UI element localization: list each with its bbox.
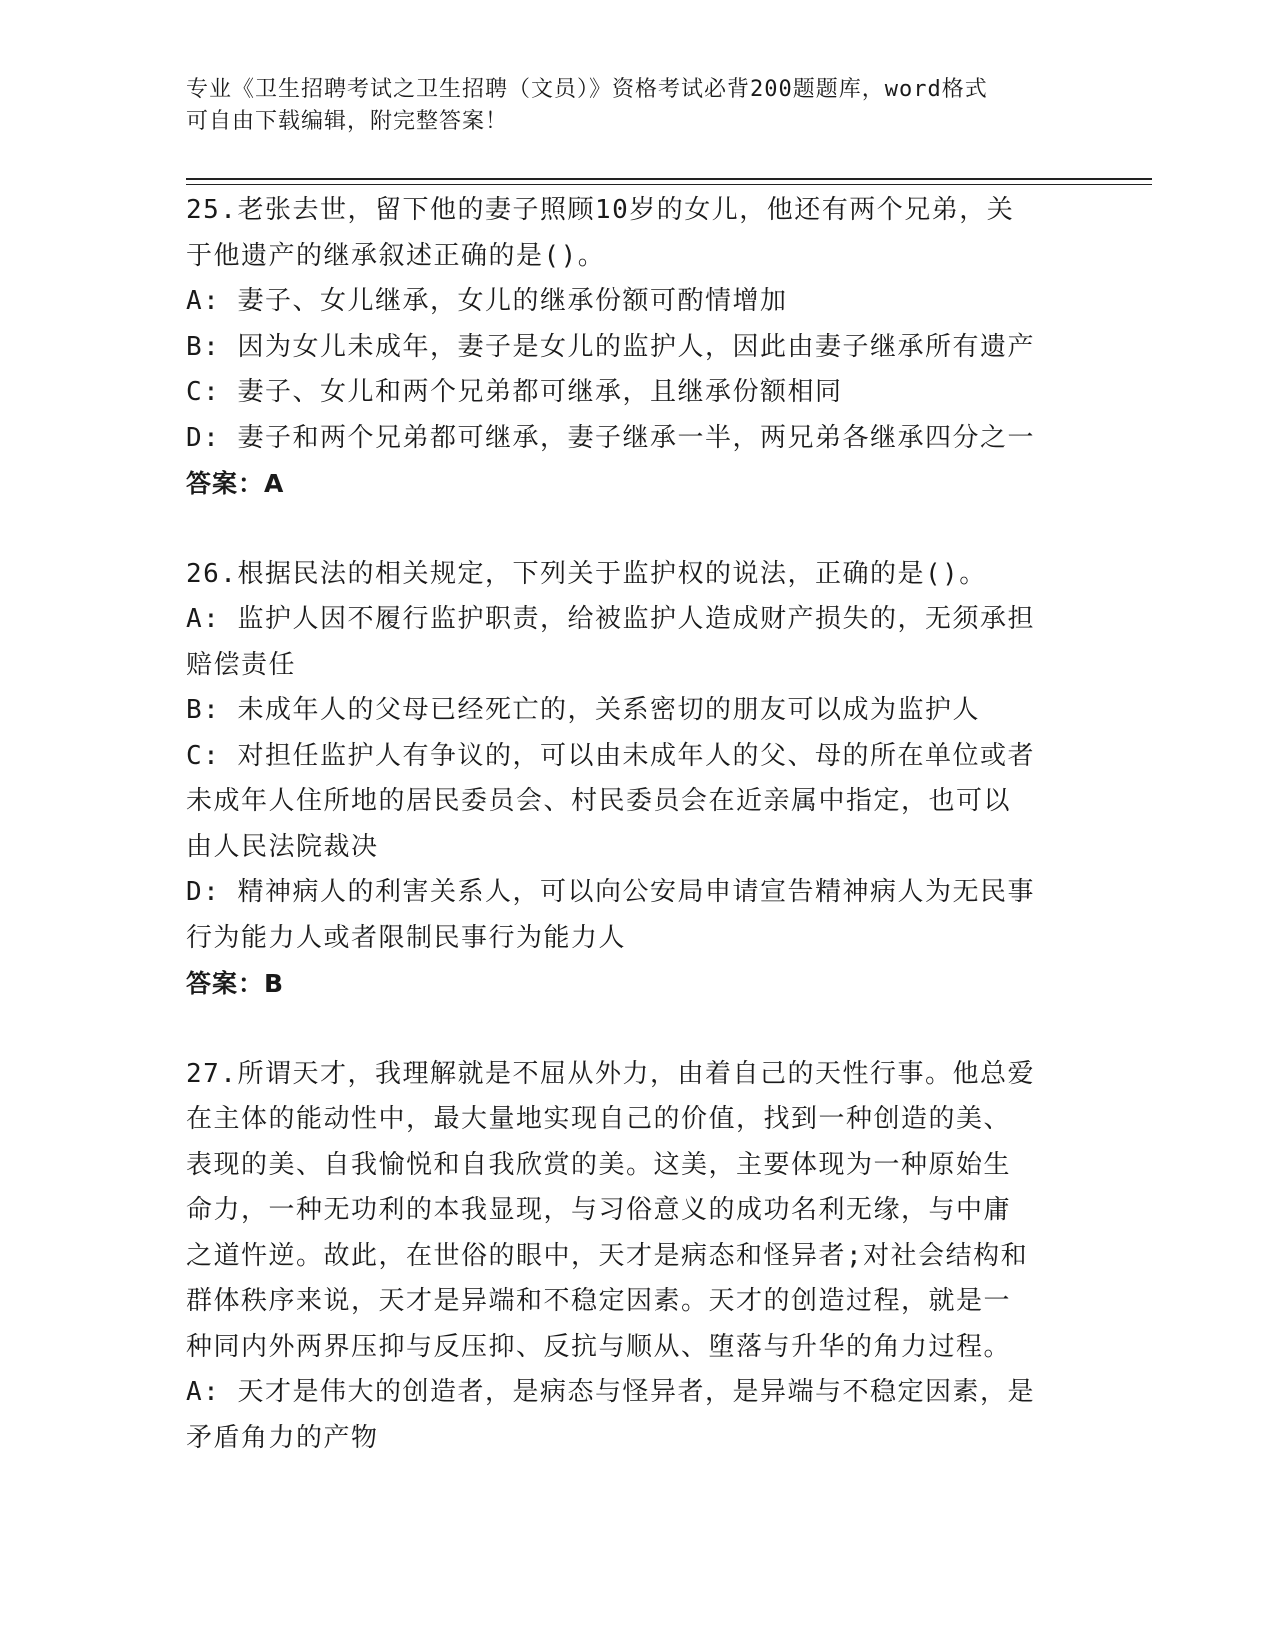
option-a [186, 597, 1066, 688]
option-line: C: 对担任监护人有争议的，可以由未成年人的父、母的所在单位或者 [186, 740, 1035, 771]
option-d [186, 870, 1066, 961]
question-25 [186, 188, 1066, 507]
option-c [186, 370, 1066, 416]
answer-label: 答案：B [186, 969, 285, 998]
option-line: 未成年人住所地的居民委员会、村民委员会在近亲属中指定，也可以 [186, 786, 1012, 816]
option-line: A: 监护人因不履行监护职责，给被监护人造成财产损失的，无须承担 [186, 604, 1035, 634]
option-line: B: 未成年人的父母已经死亡的，关系密切的朋友可以成为监护人 [186, 695, 980, 725]
option-c [186, 734, 1066, 871]
option-line: A: 天才是伟大的创造者，是病态与怪异者，是异端与不稳定因素，是 [186, 1377, 1035, 1407]
stem-line: 在主体的能动性中，最大量地实现自己的价值，找到一种创造的美、 [186, 1104, 1012, 1134]
question-27 [186, 1052, 1066, 1462]
option-a [186, 1370, 1066, 1461]
question-stem [186, 1052, 1066, 1371]
stem-line: 25.老张去世，留下他的妻子照顾10岁的女儿，他还有两个兄弟，关 [186, 195, 1015, 225]
stem-line: 于他遗产的继承叙述正确的是()。 [186, 240, 606, 271]
question-list [186, 188, 1066, 1461]
option-b [186, 688, 1066, 734]
option-line: A: 妻子、女儿继承，女儿的继承份额可酌情增加 [186, 286, 788, 316]
option-line: 矛盾角力的产物 [186, 1422, 379, 1453]
option-a [186, 279, 1066, 325]
stem-line: 之道忤逆。故此，在世俗的眼中，天才是病态和怪异者;对社会结构和 [186, 1240, 1029, 1271]
option-line: D: 精神病人的利害关系人，可以向公安局申请宣告精神病人为无民事 [186, 877, 1035, 907]
option-line: 赔偿责任 [186, 649, 297, 680]
question-stem [186, 552, 1066, 598]
option-d [186, 416, 1066, 462]
header-divider-thin [186, 184, 1152, 185]
page-header [186, 74, 1066, 138]
stem-line: 27.所谓天才，我理解就是不屈从外力，由着自己的天性行事。他总爱 [186, 1058, 1035, 1089]
stem-line: 26.根据民法的相关规定，下列关于监护权的说法，正确的是()。 [186, 558, 987, 589]
question-spacer [186, 1007, 1066, 1052]
option-line: D: 妻子和两个兄弟都可继承，妻子继承一半，两兄弟各继承四分之一 [186, 422, 1035, 453]
header-subtitle-line: 可自由下载编辑，附完整答案！ [186, 109, 509, 134]
answer-label: 答案：A [186, 469, 285, 498]
header-title-line: 专业《卫生招聘考试之卫生招聘（文员）》资格考试必背200题题库，word格式 [186, 77, 988, 102]
option-line: 由人民法院裁决 [186, 831, 379, 862]
option-line: C: 妻子、女儿和两个兄弟都可继承，且继承份额相同 [186, 377, 843, 407]
option-line: B: 因为女儿未成年，妻子是女儿的监护人，因此由妻子继承所有遗产 [186, 331, 1035, 362]
stem-line: 种同内外两界压抑与反压抑、反抗与顺从、堕落与升华的角力过程。 [186, 1331, 1012, 1362]
option-b [186, 325, 1066, 371]
question-spacer [186, 507, 1066, 552]
question-stem [186, 188, 1066, 279]
stem-line: 表现的美、自我愉悦和自我欣赏的美。这美，主要体现为一种原始生 [186, 1149, 1012, 1180]
option-line: 行为能力人或者限制民事行为能力人 [186, 922, 627, 953]
header-divider-thick [186, 178, 1152, 180]
stem-line: 群体秩序来说，天才是异端和不稳定因素。天才的创造过程，就是一 [186, 1286, 1012, 1316]
question-26 [186, 552, 1066, 1007]
stem-line: 命力，一种无功利的本我显现，与习俗意义的成功名利无缘，与中庸 [186, 1195, 1012, 1225]
